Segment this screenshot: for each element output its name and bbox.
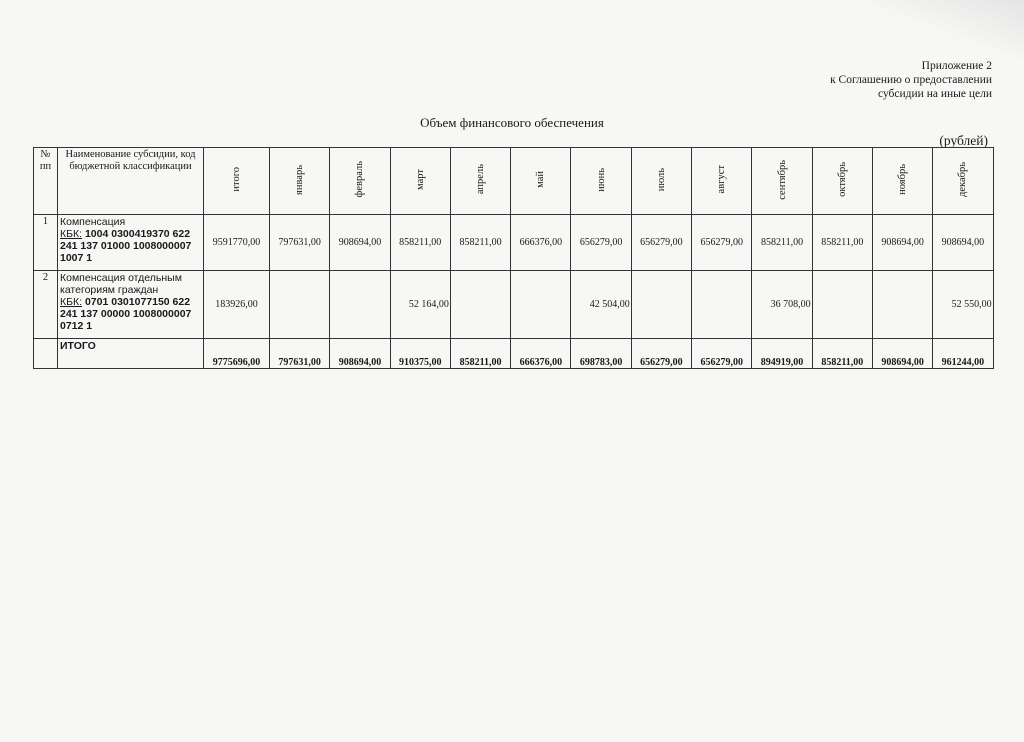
kbk-label: КБК: bbox=[60, 296, 83, 308]
header-feb bbox=[330, 148, 390, 215]
value-cell: 908694,00 bbox=[933, 215, 993, 271]
value-cell: 183926,00 bbox=[204, 271, 270, 339]
table-row bbox=[34, 215, 994, 271]
value-cell bbox=[330, 271, 390, 339]
value-cell: 908694,00 bbox=[872, 215, 932, 271]
value-cell: 858211,00 bbox=[812, 215, 872, 271]
total-value-cell: 910375,00 bbox=[390, 339, 450, 369]
kbk-line bbox=[60, 228, 201, 264]
row-number: 2 bbox=[34, 271, 58, 339]
total-value-cell: 656279,00 bbox=[631, 339, 691, 369]
value-cell bbox=[511, 271, 571, 339]
total-value-cell: 858211,00 bbox=[450, 339, 510, 369]
header-total bbox=[204, 148, 270, 215]
header-name: Наименование субсидии, код бюджетной классификации bbox=[58, 148, 204, 215]
table-row bbox=[34, 271, 994, 339]
header-month-label: сентябрь bbox=[776, 159, 788, 200]
header-month-label: февраль bbox=[354, 161, 366, 198]
value-cell: 656279,00 bbox=[631, 215, 691, 271]
total-value-cell: 698783,00 bbox=[571, 339, 631, 369]
units-label: (рублей) bbox=[939, 133, 988, 148]
header-month-label: декабрь bbox=[957, 162, 969, 197]
header-month-label: июль bbox=[655, 167, 667, 192]
total-value-cell: 908694,00 bbox=[330, 339, 390, 369]
value-cell: 858211,00 bbox=[390, 215, 450, 271]
header-month-label: июнь bbox=[595, 167, 607, 192]
header-mar bbox=[390, 148, 450, 215]
header-jul bbox=[631, 148, 691, 215]
value-cell: 9591770,00 bbox=[204, 215, 270, 271]
header-nov bbox=[872, 148, 932, 215]
total-row bbox=[34, 339, 994, 369]
appendix-subsidy: субсидии на иные цели bbox=[878, 88, 992, 100]
kbk-line bbox=[60, 296, 201, 332]
value-cell: 36 708,00 bbox=[752, 271, 812, 339]
header-month-label: август bbox=[716, 165, 728, 194]
header-month-label: апрель bbox=[475, 164, 487, 195]
value-cell: 656279,00 bbox=[692, 215, 752, 271]
header-num: № пп bbox=[34, 148, 58, 215]
value-cell bbox=[872, 271, 932, 339]
subsidy-title: Компенсация bbox=[60, 216, 126, 228]
appendix-number: Приложение 2 bbox=[921, 60, 992, 72]
document-title: Объем финансового обеспечения bbox=[420, 115, 604, 130]
header-apr bbox=[450, 148, 510, 215]
header-month-label: март bbox=[414, 169, 426, 190]
value-cell bbox=[270, 271, 330, 339]
total-value-cell: 656279,00 bbox=[692, 339, 752, 369]
header-may bbox=[511, 148, 571, 215]
value-cell: 858211,00 bbox=[450, 215, 510, 271]
value-cell bbox=[812, 271, 872, 339]
header-jun bbox=[571, 148, 631, 215]
value-cell: 52 550,00 bbox=[933, 271, 993, 339]
value-cell: 858211,00 bbox=[752, 215, 812, 271]
total-value-cell: 9775696,00 bbox=[204, 339, 270, 369]
total-value-cell: 894919,00 bbox=[752, 339, 812, 369]
header-jan bbox=[270, 148, 330, 215]
total-value-cell: 666376,00 bbox=[511, 339, 571, 369]
value-cell: 656279,00 bbox=[571, 215, 631, 271]
total-num-cell bbox=[34, 339, 58, 369]
total-value-cell: 797631,00 bbox=[270, 339, 330, 369]
appendix-agreement: к Соглашению о предоставлении bbox=[830, 74, 992, 86]
total-label: ИТОГО bbox=[58, 339, 204, 369]
value-cell: 42 504,00 bbox=[571, 271, 631, 339]
value-cell: 52 164,00 bbox=[390, 271, 450, 339]
header-sep bbox=[752, 148, 812, 215]
total-value-cell: 908694,00 bbox=[872, 339, 932, 369]
header-month-label: итого bbox=[231, 167, 242, 192]
total-value-cell: 961244,00 bbox=[933, 339, 993, 369]
value-cell bbox=[692, 271, 752, 339]
header-month-label: май bbox=[535, 171, 547, 188]
page-corner-shadow bbox=[864, 0, 1024, 60]
appendix-header bbox=[830, 59, 992, 101]
table-header-row bbox=[34, 148, 994, 215]
row-number: 1 bbox=[34, 215, 58, 271]
header-month-label: октябрь bbox=[836, 162, 848, 197]
value-cell: 666376,00 bbox=[511, 215, 571, 271]
kbk-code: 1004 0300419370 622 241 137 01000 1008000007 1007 1 bbox=[60, 228, 192, 264]
value-cell bbox=[631, 271, 691, 339]
header-oct bbox=[812, 148, 872, 215]
financing-table bbox=[33, 147, 994, 369]
subsidy-name bbox=[58, 215, 204, 271]
value-cell: 797631,00 bbox=[270, 215, 330, 271]
header-dec bbox=[933, 148, 993, 215]
kbk-label: КБК: bbox=[60, 228, 83, 240]
header-month-label: январь bbox=[294, 164, 306, 195]
header-month-label: ноябрь bbox=[897, 164, 909, 195]
value-cell bbox=[450, 271, 510, 339]
kbk-code: 0701 0301077150 622 241 137 00000 1008000007 0712 1 bbox=[60, 296, 192, 332]
total-value-cell: 858211,00 bbox=[812, 339, 872, 369]
subsidy-name bbox=[58, 271, 204, 339]
value-cell: 908694,00 bbox=[330, 215, 390, 271]
subsidy-title: Компенсация отдельным категориям граждан bbox=[60, 272, 182, 296]
header-aug bbox=[692, 148, 752, 215]
